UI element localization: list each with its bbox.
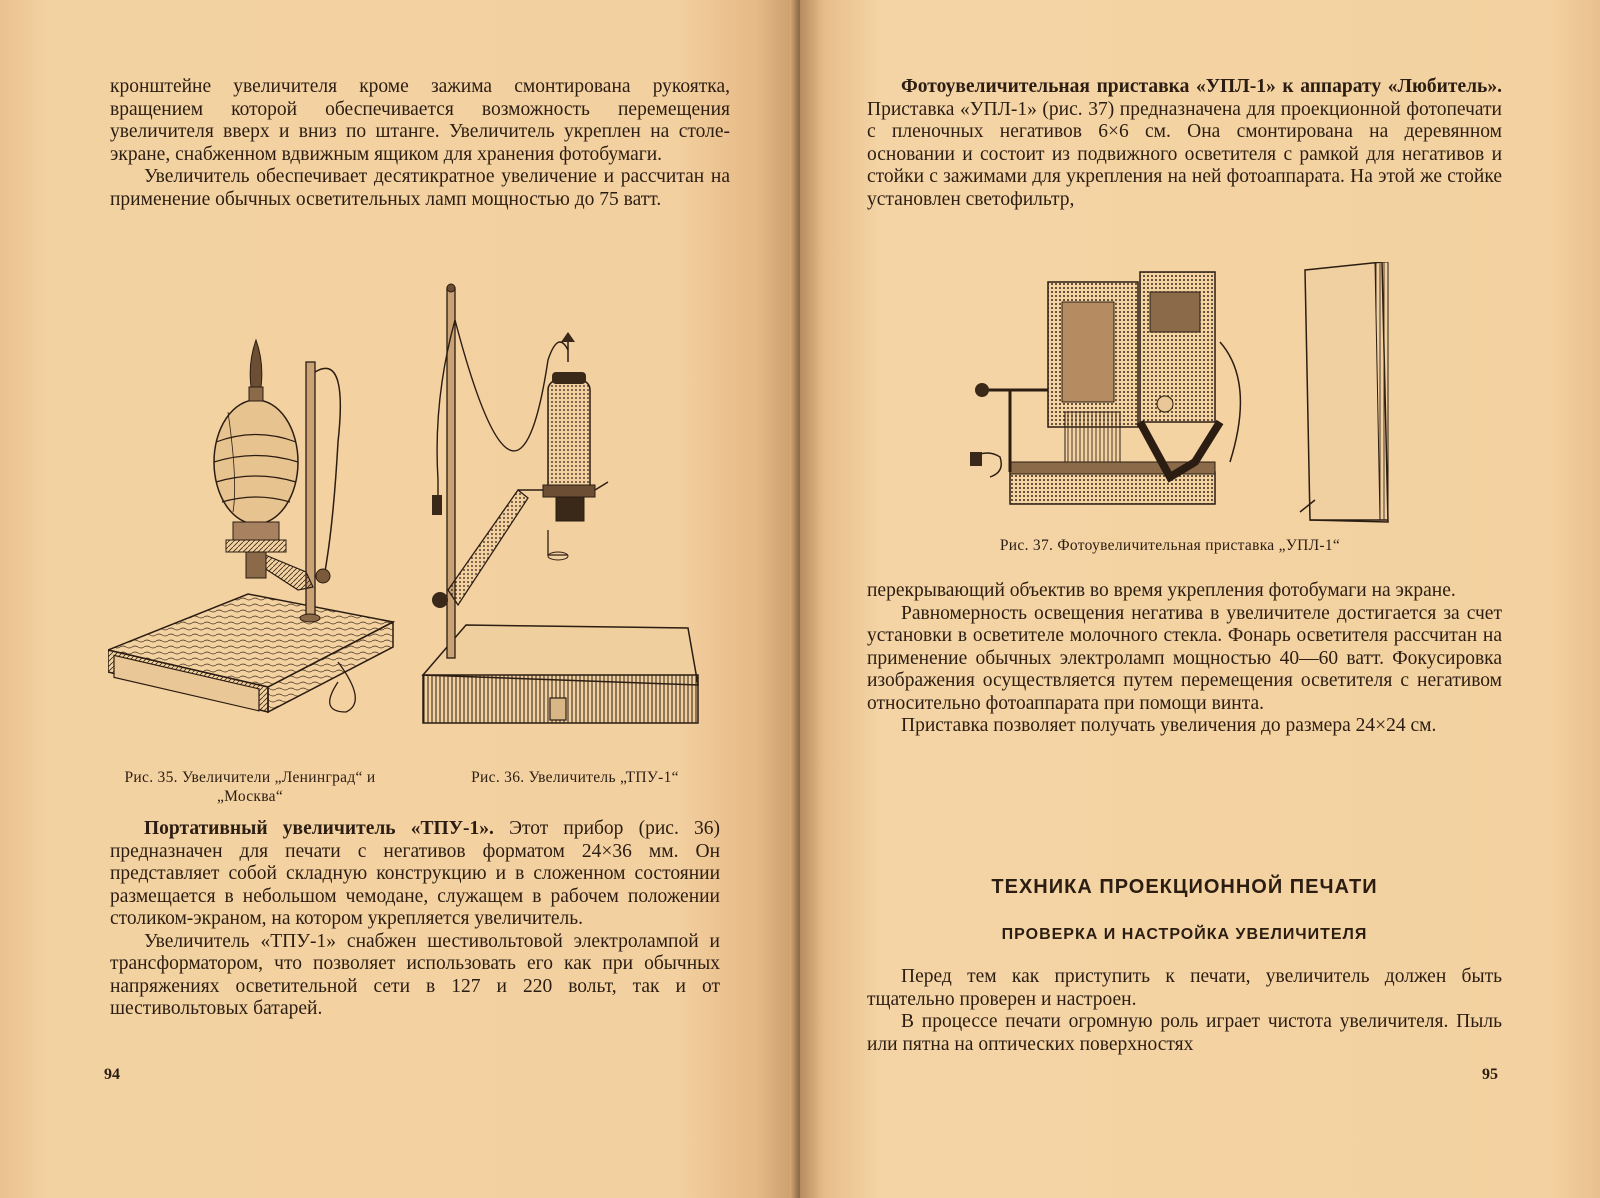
paragraph: В процессе печати огромную роль играет чистота увеличителя. Пыль или пятна на оптических поверхностях [867,1011,1502,1055]
left-bottom-text [110,818,720,1021]
paragraph [867,76,1502,211]
tpu-text: Этот прибор (рис. 36) предназначен для печати с негативов форматом 24×36 мм. Он представляет собой складную конструкцию и в сложенном состоянии размещается в небольшом чемодане, служащем в рабочем положении столиком-экраном, на котором укрепляется увеличитель. [110,818,720,929]
paragraph: Перед тем как приступить к печати, увеличитель должен быть тщательно проверен и настроен. [867,966,1502,1010]
right-mid-text [867,580,1502,738]
page-number-right: 95 [1482,1066,1498,1083]
figure-37-caption: Рис. 37. Фотоувеличительная приставка „УПЛ-1“ [999,537,1341,554]
figure-37-upl-attachment [970,262,1400,527]
upl-text: Приставка «УПЛ-1» (рис. 37) предназначена для проекционной фотопечати с пленочных негативов 6×6 см. Она смонтирована на деревянном основании и состоит из подвижного осветителя с рамкой для негативов и стойки с зажимами для укрепления на ней фотоаппарата. На этой же стойке установлен светофильтр, [867,98,1502,210]
tpu-title: Портативный увеличитель «ТПУ-1». [144,818,494,839]
right-bottom-text [867,966,1502,1056]
left-top-text [110,76,730,211]
paragraph: Увеличитель обеспечивает десятикратное увеличение и рассчитан на применение обычных осветительных ламп мощностью до 75 ватт. [110,166,730,210]
right-top-text [867,76,1502,211]
figure-35-enlargers [108,332,408,732]
figure-35-caption: Рис. 35. Увеличители „Ленинград“ и „Москва“ [124,769,376,805]
page-number-left: 94 [104,1066,120,1083]
subsection-heading: ПРОВЕРКА И НАСТРОЙКА УВЕЛИЧИТЕЛЯ [1001,926,1368,943]
figure-36-tpu-enlarger [418,280,718,740]
right-page [800,0,1600,1198]
paragraph: Равномерность освещения негатива в увеличителе достигается за счет установки в осветителе молочного стекла. Фонарь осветителя рассчитан на применение обычных электроламп мощностью 40—60 ватт. Фокусировка изображения осуществляется путем перемещения осветителя с негативом относительно фотоаппарата при помощи винта. [867,602,1502,714]
section-heading: ТЕХНИКА ПРОЕКЦИОННОЙ ПЕЧАТИ [991,876,1378,898]
paragraph: перекрывающий объектив во время укрепления фотобумаги на экране. [867,580,1456,601]
paragraph: Увеличитель «ТПУ-1» снабжен шестивольтовой электролампой и трансформатором, что позволяет использовать его как при обычных напряжениях осветительной сети в 127 и 220 вольт, так и от шестивольтовых батарей. [110,930,720,1019]
left-page [0,0,796,1198]
figure-36-caption: Рис. 36. Увеличитель „ТПУ-1“ [471,769,679,786]
paragraph [110,818,720,931]
paragraph: кронштейне увеличителя кроме зажима смонтирована рукоятка, вращением которой обеспечивается возможность перемещения увеличителя вверх и вниз по штанге. Увеличитель укреплен на столе-экране, снабженном вдвижным ящиком для хранения фотобумаги. [110,76,730,165]
upl-title: Фотоувеличительная приставка «УПЛ-1» к аппарату «Любитель». [901,76,1502,97]
paragraph: Приставка позволяет получать увеличения до размера 24×24 см. [901,715,1437,736]
